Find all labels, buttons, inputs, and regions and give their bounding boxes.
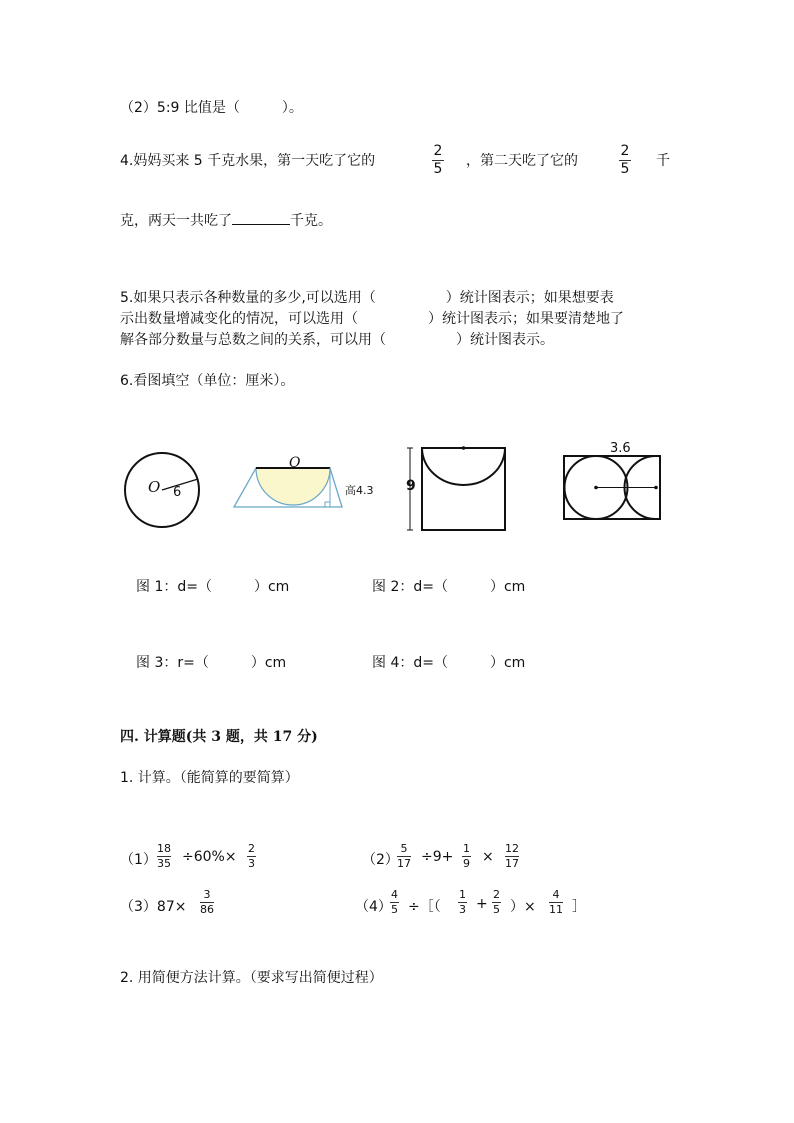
- figure-1-circle: [120, 448, 204, 532]
- figure-3-answer: 图 3：r=（ ）cm: [136, 655, 287, 671]
- problem-1-fraction-2: 2 3: [248, 842, 255, 870]
- answer-blank[interactable]: [232, 210, 290, 225]
- figure-2-semicircle: [232, 466, 347, 511]
- question-4-fraction-2: 2 5: [620, 143, 630, 177]
- problem-4-operator-3: ）×: [510, 899, 536, 915]
- problem-4-operator-4: ］: [572, 899, 586, 915]
- problem-1-operator: ÷60%×: [182, 849, 237, 865]
- problem-2-operator-1: ÷9+: [421, 849, 454, 865]
- question-5-line-3: 解各部分数量与总数之间的关系，可以用（ ）统计图表示。: [120, 332, 554, 348]
- question-4-fraction-1: 2 5: [433, 143, 443, 177]
- figure-4-rectangle: [560, 452, 664, 522]
- problem-4-label: （4）: [355, 899, 392, 915]
- question-6-title: 6.看图填空（单位：厘米）。: [120, 373, 295, 389]
- figure-1-answer: 图 1：d=（ ）cm: [136, 579, 290, 595]
- section-4-title: 四. 计算题(共 3 题，共 17 分): [120, 729, 318, 745]
- problem-4-fraction-2: 1 3: [459, 888, 466, 916]
- calc-2-title: 2. 用简便方法计算。（要求写出简便过程）: [120, 970, 383, 986]
- question-4-text-c: 千: [656, 153, 670, 169]
- problem-4-fraction-3: 2 5: [493, 888, 500, 916]
- question-4-text-a: 4.妈妈买来 5 千克水果，第一天吃了它的: [120, 153, 376, 169]
- end-dot: [654, 486, 658, 490]
- question-3-2: （2）5:9 比值是（ ）。: [120, 100, 303, 116]
- semicircle-shape: [256, 468, 330, 505]
- figure-1-radius-label: 6: [173, 485, 182, 500]
- semicircle-arc: [422, 448, 505, 485]
- figure-4-top-label: 3.6: [610, 441, 631, 456]
- figure-3-side-label: 9: [406, 478, 416, 494]
- problem-4-operator-2: +: [476, 896, 488, 912]
- problem-2-fraction-2: 1 9: [463, 842, 470, 870]
- problem-3-label: （3）87×: [120, 899, 187, 915]
- problem-3-fraction-1: 3 86: [200, 888, 214, 916]
- figure-3-square: [404, 444, 508, 532]
- figure-1-center-label: O: [148, 478, 161, 496]
- problem-4-operator-1: ÷［（: [408, 899, 441, 915]
- center-dot: [462, 446, 466, 450]
- question-4-line-2: 克，两天一共吃了 千克。: [120, 210, 332, 230]
- center-dot: [594, 486, 598, 490]
- problem-2-fraction-1: 5 17: [397, 842, 411, 870]
- figure-2-height-label: 高4.3: [345, 484, 374, 497]
- square-outline: [422, 448, 505, 530]
- right-angle-mark: [325, 502, 330, 507]
- question-4-text-b: ，第二天吃了它的: [466, 153, 578, 169]
- problem-2-label: （2）: [362, 852, 399, 868]
- figure-2-answer: 图 2：d=（ ）cm: [372, 579, 526, 595]
- problem-4-fraction-4: 4 11: [549, 888, 563, 916]
- problem-1-fraction-1: 18 35: [157, 842, 171, 870]
- question-5-line-2: 示出数量增减变化的情况，可以选用（ ）统计图表示；如果要清楚地了: [120, 311, 624, 327]
- problem-1-label: （1）: [120, 852, 157, 868]
- problem-2-operator-2: ×: [482, 849, 494, 865]
- question-5-line-1: 5.如果只表示各种数量的多少,可以选用（ ）统计图表示；如果想要表: [120, 290, 614, 306]
- figure-2-center-label: O: [289, 455, 301, 471]
- figure-4-answer: 图 4：d=（ ）cm: [372, 655, 526, 671]
- calc-1-title: 1. 计算。（能简算的要简算）: [120, 770, 299, 786]
- problem-2-fraction-3: 12 17: [505, 842, 519, 870]
- problem-4-fraction-1: 4 5: [391, 888, 398, 916]
